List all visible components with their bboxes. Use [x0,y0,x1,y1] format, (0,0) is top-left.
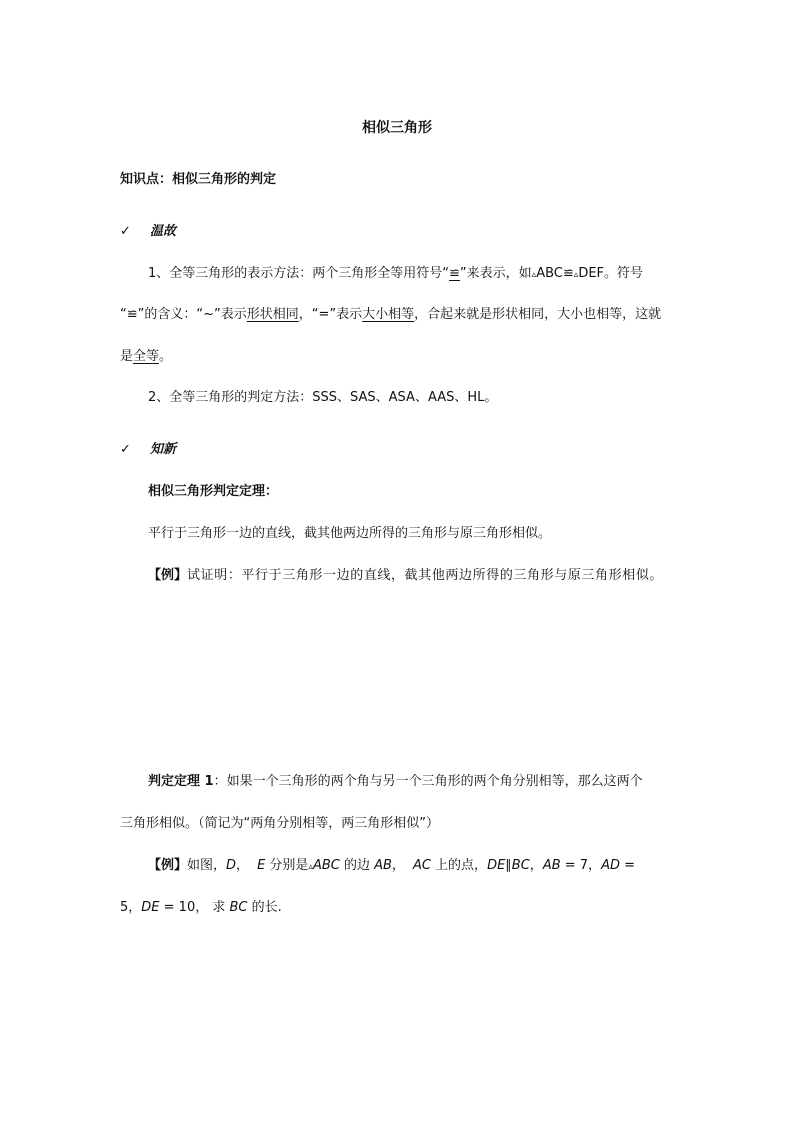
theorem-text: 平行于三角形一边的直线，截其他两边所得的三角形与原三角形相似。 [148,526,552,541]
text-segment: 。 [159,349,173,364]
text-segment: ，合起来就是形状相同，大小也相等，这就 [414,307,662,322]
triangle-symbol: ▵ [531,270,537,280]
math-var: D [226,858,237,873]
math-var: ABC [312,858,340,873]
review-item1-line1 [148,265,643,284]
review-item1-line3 [120,348,172,366]
text-segment: 分别是 [265,858,309,873]
math-var: DE [487,858,506,873]
math-var: BC [511,858,530,873]
parallel-symbol: ∥ [505,858,512,873]
congruence-symbol: ≌ [562,266,574,281]
math-var: E [257,858,266,873]
example1 [148,567,663,585]
review-item2: 2、全等三角形的判定方法：SSS、SAS、ASA、AAS、HL。 [148,390,498,405]
math-var: AB [542,858,561,873]
new-section-heading [120,441,176,459]
theorem1-text: ：如果一个三角形的两个角与另一个三角形的两个角分别相等，那么这两个 [213,774,643,789]
math-var: DE [141,900,160,915]
triangle-symbol: ▵ [573,270,579,280]
check-icon: ✓ [120,224,131,239]
text-segment: ， [391,858,405,873]
check-icon: ✓ [120,442,131,457]
page-title: 相似三角形 [362,120,432,136]
theorem1-label: 判定定理 1 [148,774,214,789]
example-tag: 【例】 [148,858,188,873]
example2-line2 [120,899,282,917]
example2-line1 [148,857,635,876]
text-segment: 的边 [339,858,375,873]
text-segment: DEF。符号 [578,266,644,281]
review-label: 温故 [150,224,177,239]
underlined-term: 全等 [133,349,160,364]
example1-text: 试证明：平行于三角形一边的直线，截其他两边所得的三角形与原三角形相似。 [187,568,664,583]
theorem1-line1 [148,773,643,791]
theorem-heading: 相似三角形判定定理： [148,484,279,499]
text-segment: 上的点， [430,858,488,873]
text-segment: ， [529,858,543,873]
text-segment: ”的含义：“~”表示 [137,307,247,322]
review-item1-line2 [120,306,661,324]
math-var: AD [601,858,620,873]
text-segment: ABC [536,266,563,281]
underlined-term: 大小相等 [362,307,415,322]
congruence-symbol: ≌ [126,307,138,322]
text-segment: = 10， 求 [159,900,230,915]
knowledge-point-heading: 知识点：相似三角形的判定 [120,172,277,187]
text-segment: = 7， [560,858,602,873]
text-segment: 1、全等三角形的表示方法：两个三角形全等用符号“ [148,266,450,281]
text-segment: ”来表示，如 [459,266,532,281]
math-var: AB [374,858,392,873]
text-segment: 是 [120,349,134,364]
text-segment: ，“=”表示 [298,307,363,322]
underlined-term: 形状相同 [246,307,299,322]
example-tag: 【例】 [148,568,188,583]
triangle-symbol: ▵ [308,862,313,872]
text-segment: 的长. [247,900,282,915]
new-label: 知新 [150,442,177,457]
theorem1-line2: 三角形相似。（简记为“两角分别相等，两三角形相似”） [120,816,439,831]
text-segment: 如图， [187,858,227,873]
congruence-symbol: ≌ [449,266,460,281]
text-segment: = [619,858,635,873]
text-segment: 5， [120,900,142,915]
text-segment: “ [120,307,127,322]
math-var: AC [412,858,431,873]
text-segment: ， [236,858,250,873]
review-section-heading [120,223,176,241]
math-var: BC [229,900,248,915]
